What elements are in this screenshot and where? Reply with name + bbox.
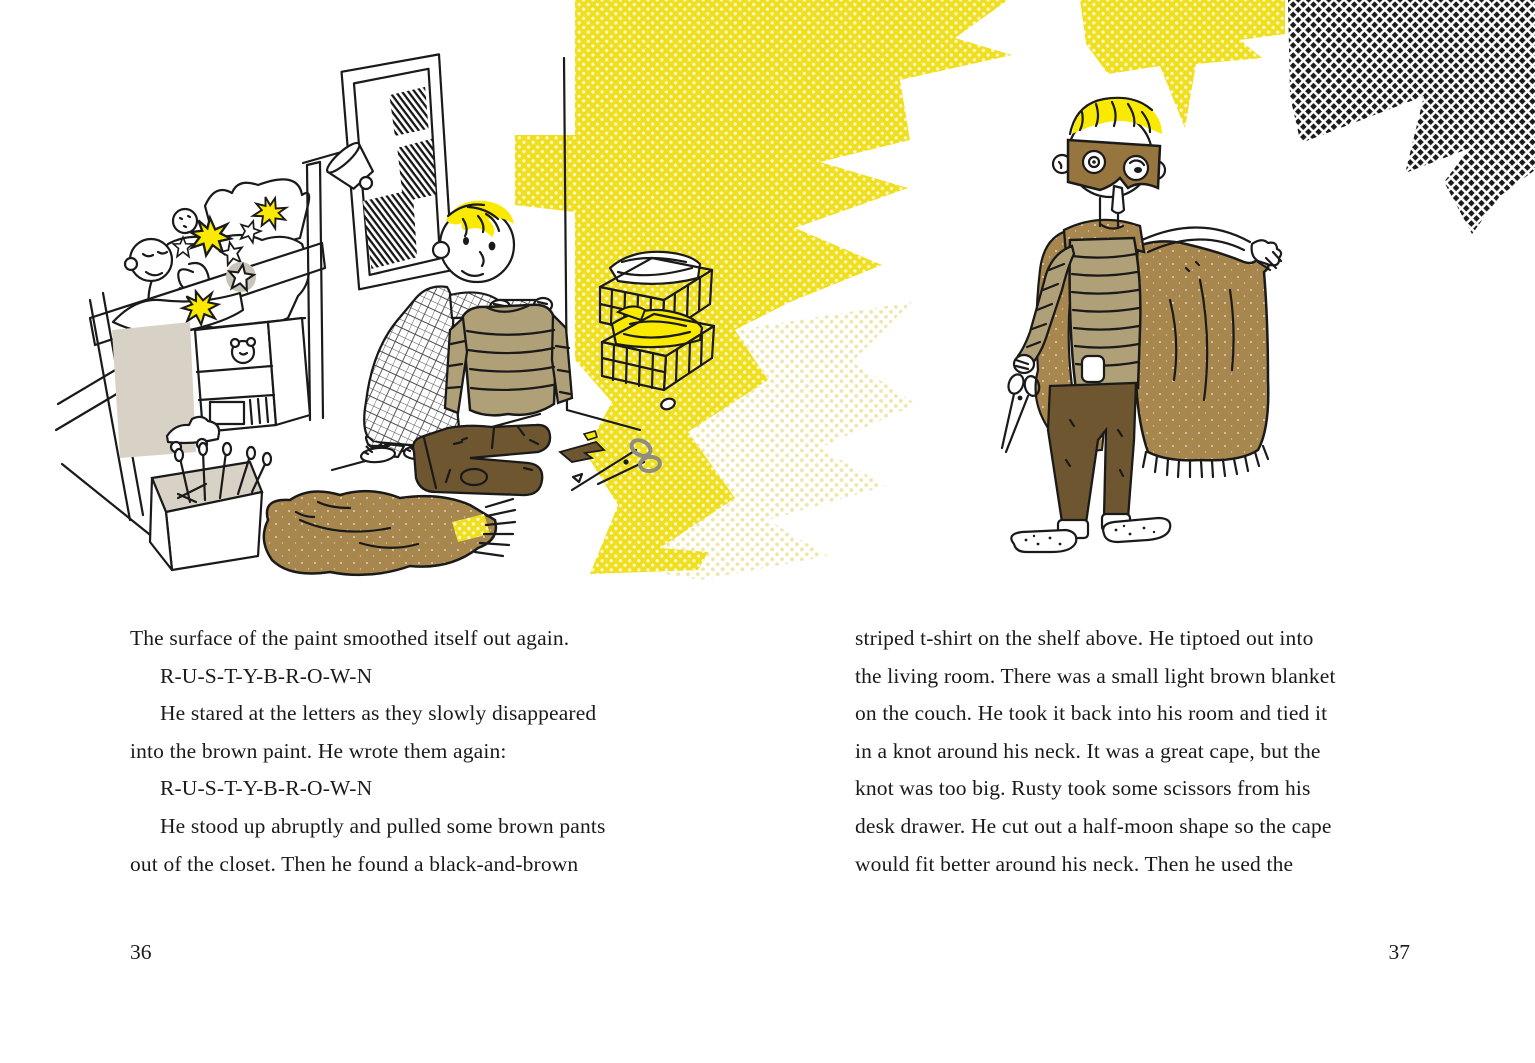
page-number-left: 36 xyxy=(130,940,152,964)
floor-blanket xyxy=(264,491,515,575)
masked-boy-head xyxy=(1053,98,1165,229)
speckled-shoes xyxy=(1011,518,1170,552)
teddy-bear xyxy=(231,338,255,363)
text-line: out of the closet. Then he found a black-and-brown xyxy=(130,851,579,876)
masked-boy-illustration xyxy=(1002,98,1281,552)
text-line: striped t-shirt on the shelf above. He tiptoed out into xyxy=(855,626,1314,650)
cape-panel xyxy=(1134,241,1268,477)
brown-trousers xyxy=(1048,383,1136,523)
text-line: would fit better around his neck. Then he used the xyxy=(855,851,1294,876)
text-line: R-U-S-T-Y-B-R-O-W-N xyxy=(160,776,373,801)
page-right-text xyxy=(855,620,1475,883)
shelf-box xyxy=(210,402,244,424)
text-line: He stood up abruptly and pulled some brown pants xyxy=(160,813,606,838)
page-number-right: 37 xyxy=(1388,940,1410,964)
text-line: knot was too big. Rusty took some scissors from his xyxy=(855,776,1311,801)
text-line: The surface of the paint smoothed itself out again. xyxy=(130,626,570,650)
nose xyxy=(1112,186,1124,213)
black-halftone-corner xyxy=(1288,0,1535,234)
text-line: R-U-S-T-Y-B-R-O-W-N xyxy=(160,663,373,688)
text-line: into the brown paint. He wrote them again: xyxy=(130,738,507,763)
hand-with-scissors xyxy=(1002,355,1041,452)
sleeping-child-head xyxy=(125,239,172,281)
toy-shelf xyxy=(195,318,310,432)
dream-ball xyxy=(173,209,197,233)
needle-box xyxy=(150,443,271,570)
text-line: He stared at the letters as they slowly disappeared xyxy=(160,701,597,726)
text-line: in a knot around his neck. It was a great cape, but the xyxy=(855,738,1321,763)
text-line: desk drawer. He cut out a half-moon shape so the cape xyxy=(855,813,1332,838)
text-line: on the couch. He took it back into his room and tied it xyxy=(855,701,1328,726)
striped-sweater-held xyxy=(445,305,572,416)
page-left-text xyxy=(130,620,750,883)
brown-pants-on-floor xyxy=(413,425,550,495)
pajama-robe xyxy=(364,286,459,448)
belt-buckle xyxy=(1082,356,1104,382)
text-line: the living room. There was a small light brown blanket xyxy=(855,663,1336,688)
